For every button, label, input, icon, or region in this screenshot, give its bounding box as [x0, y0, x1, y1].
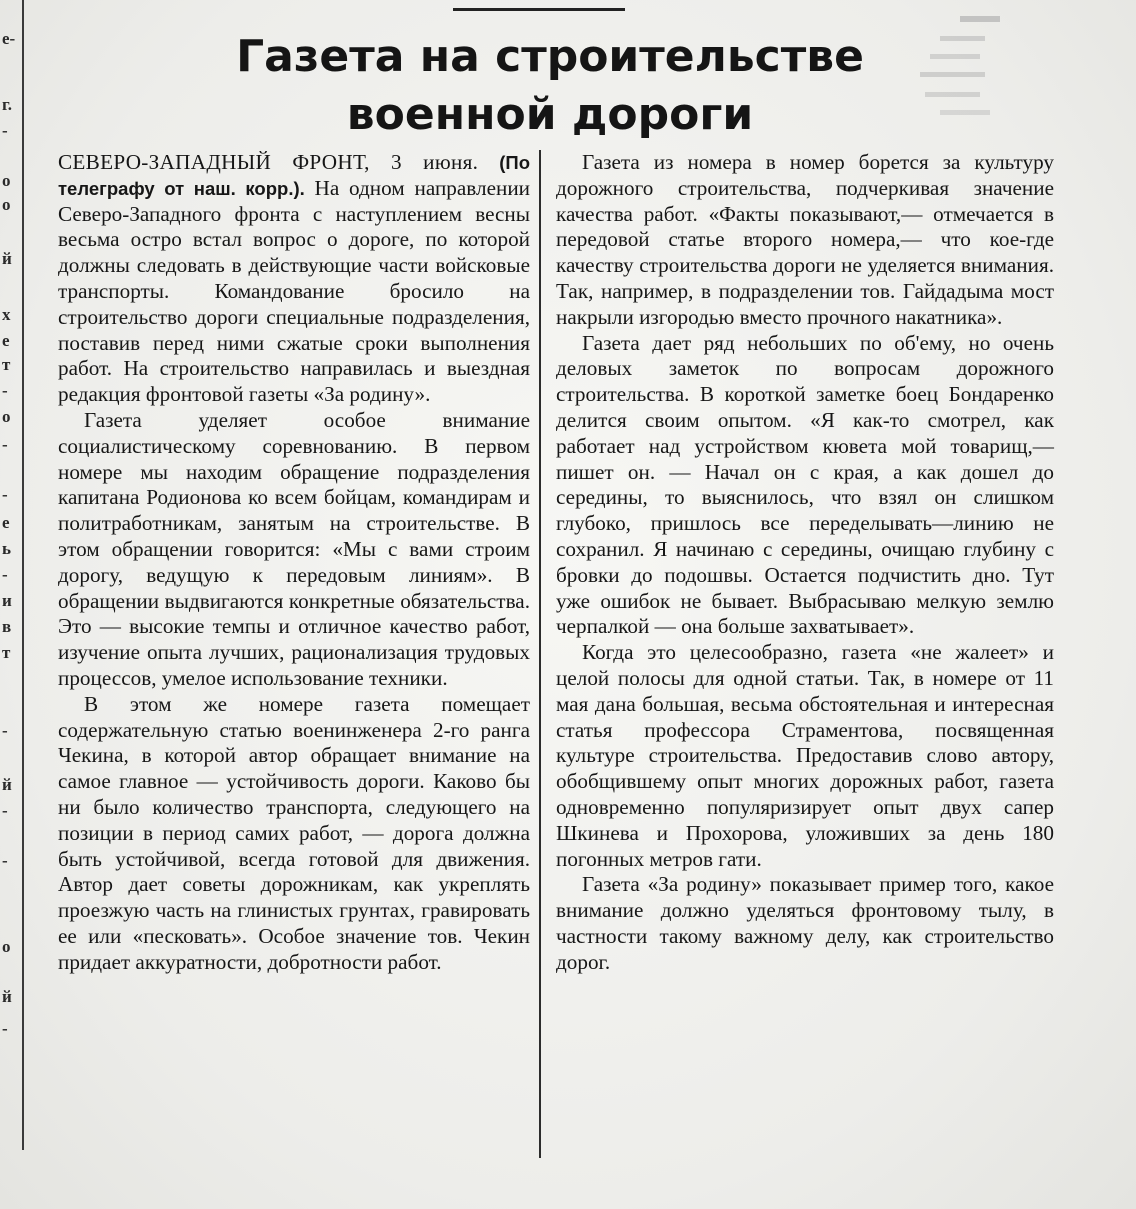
bleed-through-marks — [900, 6, 1020, 126]
margin-fragment: - — [2, 485, 8, 504]
margin-fragment: т — [2, 355, 11, 374]
margin-fragment: е — [2, 331, 10, 350]
lead-paragraph — [58, 150, 530, 408]
margin-fragment: в — [2, 617, 12, 636]
byline: (По телеграфу от наш. корр.). — [58, 152, 530, 199]
margin-fragment: - — [2, 851, 8, 870]
paragraph: Газета дает ряд небольших по об'ему, но очень деловых заметок по вопросам дорожного строительства. В короткой заметке боец Бондаренко делится своим опытом. «Я как-то смотрел, как работает над устройством кювета мой товарищ,—пишет он. — Начал он с края, а как дошел до середины, то выяснилось, что взял он слишком глубоко, пришлось все переделывать—линию не сохранил. Я начинаю с середины, очищаю глубину с бровки до подошвы. Остается подчистить дно. Тут уже ошибок не бывает. Выбрасываю мелкую землю черпалкой — она больше захватывает». — [556, 330, 1054, 639]
paragraph: Газета из номера в номер борется за культуру дорожного строительства, подчеркивая значение качества работ. «Факты показывают,— отмечается в передовой статье второго номера,— что кое-где качеству строительства дороги не уделяется внимания. Так, например, в подразделении тов. Гайдадыма мост накрыли изгородью вместо прочного накатника». — [556, 150, 1054, 329]
margin-fragment: й — [2, 249, 12, 268]
headline-line-2: военной дороги — [346, 89, 754, 140]
column-divider — [539, 150, 541, 1158]
margin-fragment: и — [2, 591, 12, 610]
top-separator-rule — [453, 8, 625, 11]
paragraph: Газета уделяет особое внимание социалистическому соревнованию. В первом номере мы находим обращение подразделения капитана Родионова ко всем бойцам, командирам и политработникам, занятым на строительстве. В этом обращении говорится: «Мы с вами строим дорогу, ведущую к передовым линиям». В обращении выдвигаются конкретные обязательства. Это — высокие темпы и отличное качество работ, изучение опыта лучших, рационализация трудовых процессов, умелое использование техники. — [58, 407, 530, 690]
margin-fragment: ь — [2, 539, 11, 558]
headline-line-1: Газета на строительстве — [236, 31, 864, 82]
margin-fragment: - — [2, 801, 8, 820]
margin-fragment: о — [2, 407, 11, 426]
article-column-right — [556, 150, 1054, 976]
lead-paragraph-text: На одном направлении Северо-Западного фронта с наступлением весны весьма остро встал вопрос о дороге, по которой должны следовать в действующие части войсковые транспорты. Командование бросило на строительство дороги специальные подразделения, поставив перед ними сжатые сроки выполнения работ. На строительство направилась и выездная редакция фронтовой газеты «За родину». — [58, 175, 530, 407]
margin-fragment: - — [2, 381, 8, 400]
left-column-divider — [22, 0, 24, 1150]
margin-fragment: г. — [2, 95, 13, 114]
margin-fragment: - — [2, 1019, 8, 1038]
margin-fragment: е- — [2, 29, 16, 48]
margin-fragment: - — [2, 435, 8, 454]
faded-adjacent-text — [900, 6, 1020, 126]
margin-fragment: о — [2, 195, 11, 214]
margin-fragment: х — [2, 305, 11, 324]
paragraph: Когда это целесообразно, газета «не жалеет» и целой полосы для одной статьи. Так, в номере от 11 мая дана большая, весьма обстоятельная и интересная статья профессора Страментова, посвященная культуре строительства. Предоставив слово автору, обобщившему опыт многих дорожных работ, газета одновременно популяризирует опыт двух сапер Шкинева и Прохорова, уложивших за день 180 погонных метров гати. — [556, 640, 1054, 871]
margin-fragment: о — [2, 171, 11, 190]
margin-fragment: е — [2, 513, 10, 532]
article-column-left — [58, 150, 530, 976]
margin-fragment: й — [2, 987, 12, 1006]
margin-fragment: - — [2, 121, 8, 140]
adjacent-column-fragments — [0, 0, 22, 1209]
margin-fragment: о — [2, 937, 11, 956]
margin-fragment: - — [2, 721, 8, 740]
paragraph: Газета «За родину» показывает пример того, какое внимание должно уделяться фронтовому тылу, в частности такому важному делу, как строительство дорог. — [556, 872, 1054, 974]
article-headline — [200, 28, 900, 144]
margin-fragment: - — [2, 565, 8, 584]
dateline: СЕВЕРО-ЗАПАДНЫЙ ФРОНТ, 3 июня. — [58, 150, 479, 174]
margin-fragment: т — [2, 643, 11, 662]
paragraph: В этом же номере газета помещает содержательную статью военинженера 2-го ранга Чекина, в которой автор обращает внимание на самое главное — устойчивость дороги. Каково бы ни было количество транспорта, следующего на позиции в период самих работ, — дорога должна быть устойчивой, всегда готовой для движения. Автор дает советы дорожникам, как укреплять проезжую часть на глинистых грунтах, гравировать ее или «песковать». Особое значение тов. Чекин придает аккуратности, добротности работ. — [58, 691, 530, 974]
margin-fragment: й — [2, 775, 12, 794]
